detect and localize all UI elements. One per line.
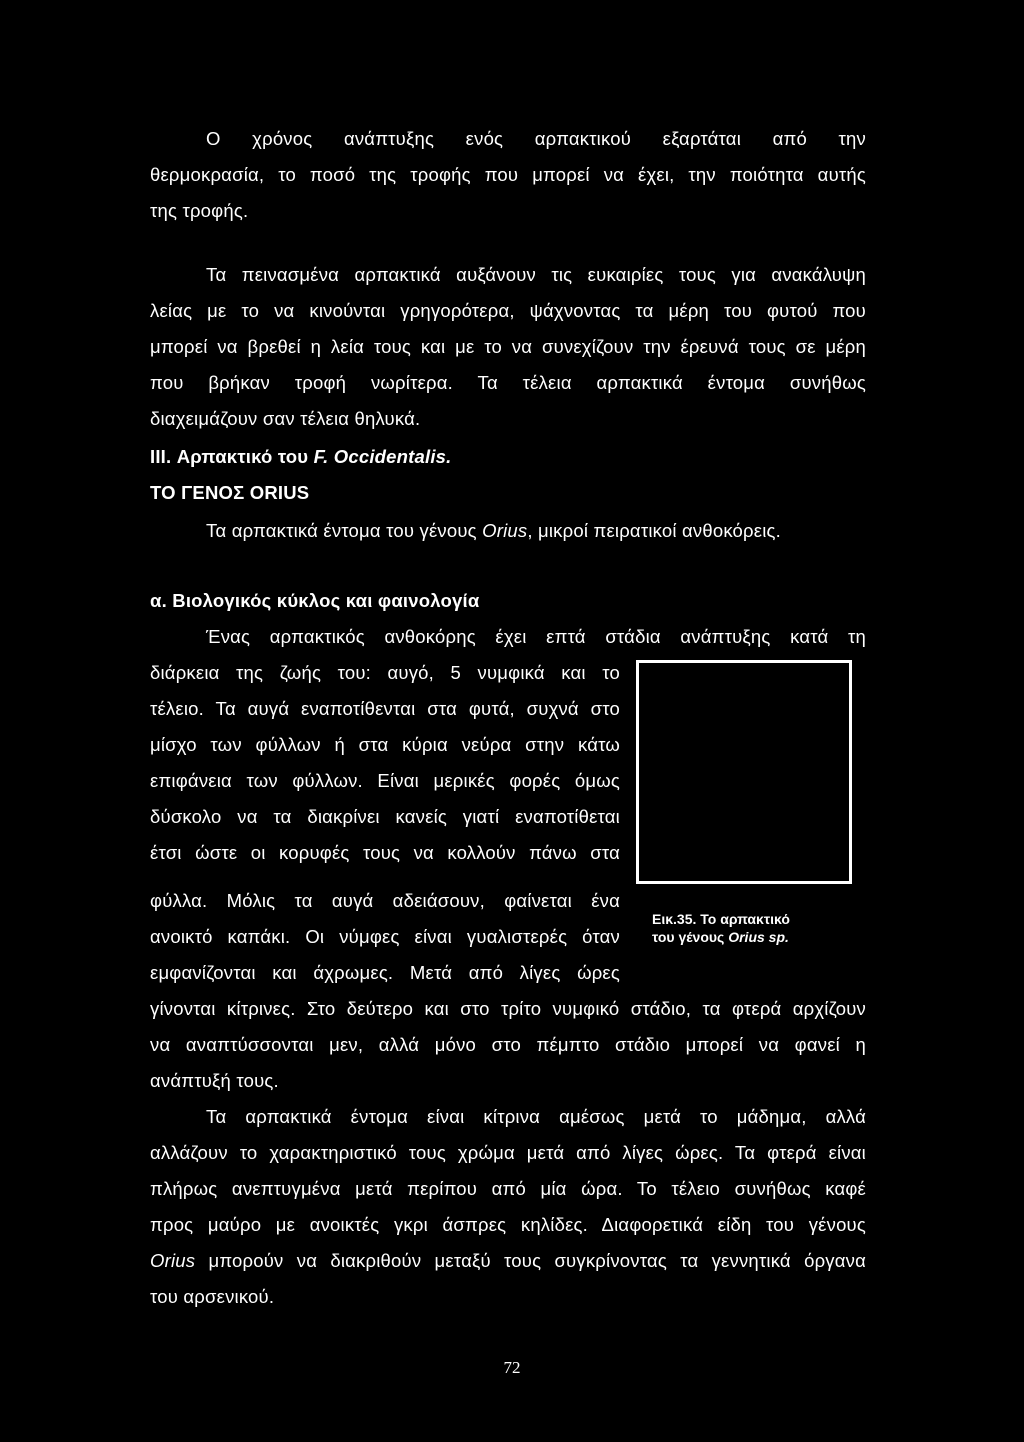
paragraph-line: της τροφής. [150, 200, 249, 221]
caption-text: του γένους [652, 929, 729, 945]
paragraph-line [150, 1250, 866, 1272]
paragraph-line: μπορεί να βρεθεί η λεία τους και με το να συνεχίζουν την έρευνά τους σε μέρη [150, 336, 866, 357]
paragraph-line: πλήρως ανεπτυγμένα μετά περίπου από μία ώρα. Το τέλειο συνήθως καφέ [150, 1178, 866, 1199]
subsection-heading: α. Βιολογικός κύκλος και φαινολογία [150, 590, 480, 611]
paragraph-line: έτσι ώστε οι κορυφές τους να κολλούν πάνω στα [150, 842, 620, 863]
section-heading [150, 446, 452, 468]
paragraph-line: διαχειμάζουν σαν τέλεια θηλυκά. [150, 408, 421, 429]
paragraph-line: λείας με το να κινούνται γρηγορότερα, ψάχνοντας τα μέρη του φυτού που [150, 300, 866, 321]
page-number: 72 [503, 1358, 521, 1377]
genus-heading: ΤΟ ΓΕΝΟΣ ORIUS [150, 482, 310, 503]
paragraph-line: προς μαύρο με ανοικτές γκρι άσπρες κηλίδες. Διαφορετικά είδη του γένους [150, 1214, 866, 1235]
paragraph-line: να αναπτύσσονται μεν, αλλά μόνο στο πέμπτο στάδιο μπορεί να φανεί η [150, 1034, 866, 1055]
paragraph-line: θερμοκρασία, το ποσό της τροφής που μπορεί να έχει, την ποιότητα αυτής [150, 164, 866, 185]
paragraph-line: που βρήκαν τροφή νωρίτερα. Τα τέλεια αρπακτικά έντομα συνήθως [150, 372, 866, 393]
paragraph-line: Τα αρπακτικά έντομα είναι κίτρινα αμέσως μετά το μάδημα, αλλά [206, 1106, 866, 1127]
section-heading-species: F. Occidentalis. [313, 446, 452, 467]
paragraph-line: ανοικτό καπάκι. Οι νύμφες είναι γυαλιστερές όταν [150, 926, 620, 947]
paragraph-line: του αρσενικού. [150, 1286, 275, 1307]
paragraph-line: ανάπτυξή τους. [150, 1070, 279, 1091]
paragraph-line: φύλλα. Μόλις τα αυγά αδειάσουν, φαίνεται ένα [150, 890, 620, 911]
paragraph-line: επιφάνεια των φύλλων. Είναι μερικές φορές όμως [150, 770, 620, 791]
genus-name: Orius [150, 1250, 196, 1271]
figure-caption-line2 [652, 928, 789, 946]
paragraph-line: δύσκολο να τα διακρίνει κανείς γιατί εναποτίθεται [150, 806, 620, 827]
caption-species: Orius sp. [728, 929, 789, 945]
paragraph-line: αλλάζουν το χαρακτηριστικό τους χρώμα μετά από λίγες ώρες. Τα φτερά είναι [150, 1142, 866, 1163]
genus-name: Orius [482, 520, 528, 541]
paragraph-line: Τα πεινασμένα αρπακτικά αυξάνουν τις ευκαιρίες τους για ανακάλυψη [206, 264, 866, 285]
paragraph-line: μίσχο των φύλλων ή στα κύρια νεύρα στην κάτω [150, 734, 620, 755]
paragraph-line: Ένας αρπακτικός ανθοκόρης έχει επτά στάδια ανάπτυξης κατά τη [206, 626, 866, 647]
text-run: , μικροί πειρατικοί ανθοκόρεις. [527, 520, 781, 541]
text-run: Τα αρπακτικά έντομα του γένους [206, 520, 483, 541]
section-heading-text: III. Αρπακτικό του [150, 446, 314, 467]
paragraph-line: Ο χρόνος ανάπτυξης ενός αρπακτικού εξαρτάται από την [206, 128, 866, 149]
figure-caption: Εικ.35. Το αρπακτικό [652, 911, 790, 927]
paragraph-line: τέλειο. Τα αυγά εναποτίθενται στα φυτά, συχνά στο [150, 698, 620, 719]
paragraph-line [206, 520, 781, 542]
paragraph-line: γίνονται κίτρινες. Στο δεύτερο και στο τρίτο νυμφικό στάδιο, τα φτερά αρχίζουν [150, 998, 866, 1019]
text-run: μπορούν να διακριθούν μεταξύ τους συγκρίνοντας τα γεννητικά όργανα [195, 1250, 866, 1271]
paragraph-line: εμφανίζονται και άχρωμες. Μετά από λίγες ώρες [150, 962, 620, 983]
paragraph-line: διάρκεια της ζωής του: αυγό, 5 νυμφικά και το [150, 662, 620, 683]
figure-image [636, 660, 852, 884]
